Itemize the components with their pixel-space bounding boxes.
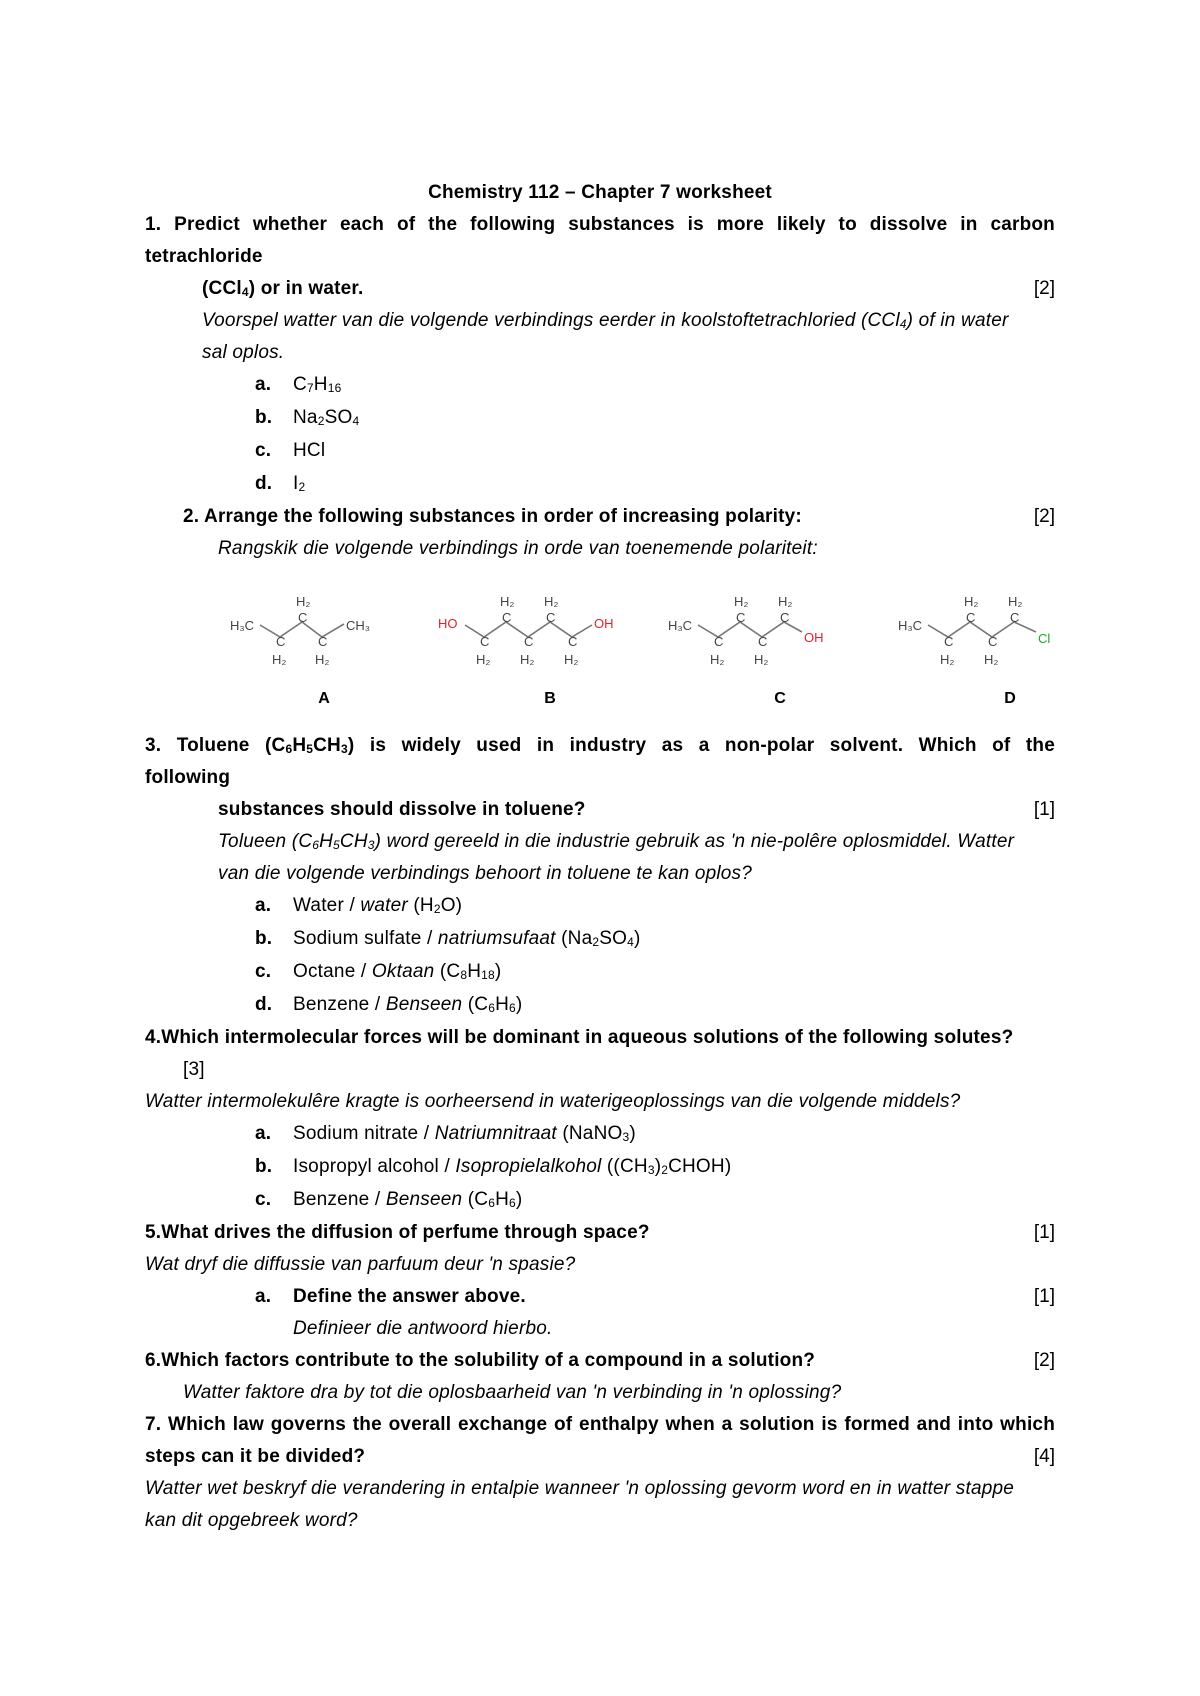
q7-line2: steps can it be divided? xyxy=(145,1446,366,1467)
atom-h2: H₂ xyxy=(984,652,999,667)
q1-afrikaans-line1: Voorspel watter van die volgende verbindings eerder in koolstoftetrachloried (CCl$_4$) of in water xyxy=(202,310,1009,331)
q1-option-c: c. HCl xyxy=(255,440,326,461)
q6-text: 6.Which factors contribute to the solubility of a compound in a solution? xyxy=(145,1350,816,1371)
q5-sub-marks: [1] xyxy=(1033,1286,1055,1307)
q6-afrikaans: Watter faktore dra by tot die oplosbaarheid van 'n verbinding in 'n oplossing? xyxy=(183,1382,842,1403)
atom-h2: H₂ xyxy=(564,652,579,667)
molecule-label-d: D xyxy=(1004,690,1016,707)
molecule-structures xyxy=(220,580,1120,695)
q3-line3: substances should dissolve in toluene? xyxy=(218,799,586,820)
q4-marks: [3] xyxy=(183,1059,205,1080)
q3-option-d: d. Benzene / Benseen $(C_6H_6)$ xyxy=(255,994,523,1015)
atom-c: C xyxy=(1010,610,1020,625)
atom-h2: H₂ xyxy=(315,652,330,667)
q2-marks: [2] xyxy=(1033,506,1055,527)
q4-afrikaans: Watter intermolekulêre kragte is oorheersend in waterigeoplossings van die volgende middels? xyxy=(145,1091,961,1112)
atom-cl: Cl xyxy=(1038,631,1051,646)
q1-option-a: a. $C_7H_{16}$ xyxy=(255,374,342,395)
atom-h2: H₂ xyxy=(754,652,769,667)
atom-h3c: H₃C xyxy=(668,618,693,633)
q3-line2: following xyxy=(145,767,231,788)
atom-h2: H₂ xyxy=(734,594,749,609)
molecule-label-a: A xyxy=(318,690,330,707)
q5-afrikaans: Wat dryf die diffussie van parfuum deur 'n spasie? xyxy=(145,1254,576,1275)
atom-oh: OH xyxy=(594,616,614,631)
q6-marks: [2] xyxy=(1033,1350,1055,1371)
atom-ho: HO xyxy=(438,616,458,631)
q1-option-b: b. $Na_2SO_4$ xyxy=(255,407,360,428)
q3-option-b: b. Sodium sulfate / natriumsufaat $(Na_2SO_4)$ xyxy=(255,928,641,949)
atom-h2: H₂ xyxy=(710,652,725,667)
atom-c: C xyxy=(758,634,768,649)
atom-h2: H₂ xyxy=(544,594,559,609)
atom-h2: H₂ xyxy=(778,594,793,609)
q3-afrikaans-line2: van die volgende verbindings behoort in toluene te kan oplos? xyxy=(218,863,753,884)
atom-c: C xyxy=(298,610,308,625)
page-title: Chemistry 112 – Chapter 7 worksheet xyxy=(428,182,772,203)
q1-afrikaans-line2: sal oplos. xyxy=(202,342,285,363)
atom-h2: H₂ xyxy=(964,594,979,609)
atom-h2: H₂ xyxy=(296,594,311,609)
q3-option-c: c. Octane / Oktaan $(C_8H_{18})$ xyxy=(255,961,502,982)
q7-afrikaans-line2: kan dit opgebreek word? xyxy=(145,1510,358,1531)
atom-h3c: H₃C xyxy=(898,618,923,633)
q4-option-b: b. Isopropyl alcohol / Isopropielalkohol $((CH_3)_2CHOH)$ xyxy=(255,1156,732,1177)
q3-line1: 3. Toluene $(C_6H_5CH_3)$ is widely used in industry as a non-polar solvent. Which of the xyxy=(145,735,1056,756)
q2-text: 2. Arrange the following substances in order of increasing polarity: xyxy=(183,506,802,527)
molecule-label-c: C xyxy=(774,690,786,707)
atom-h2: H₂ xyxy=(500,594,515,609)
atom-c: C xyxy=(736,610,746,625)
q1-line2: tetrachloride xyxy=(145,246,263,267)
atom-h2: H₂ xyxy=(520,652,535,667)
atom-c: C xyxy=(944,634,954,649)
atom-c: C xyxy=(714,634,724,649)
q2-afrikaans: Rangskik die volgende verbindings in orde van toenemende polariteit: xyxy=(218,538,818,559)
atom-h2: H₂ xyxy=(272,652,287,667)
q1-line1: 1. Predict whether each of the following substances is more likely to dissolve in carbon xyxy=(145,214,1055,235)
atom-c: C xyxy=(524,634,534,649)
q3-option-a: a. Water / water $(H_2O)$ xyxy=(255,895,463,916)
atom-h2: H₂ xyxy=(1008,594,1023,609)
atom-c: C xyxy=(780,610,790,625)
q5-sub-a: a. Define the answer above. xyxy=(255,1286,526,1307)
q1-line3: (CCl$_4$) or in water. xyxy=(202,278,364,299)
molecule-label-b: B xyxy=(544,690,556,707)
atom-oh: OH xyxy=(804,630,824,645)
q3-marks: [1] xyxy=(1033,799,1055,820)
atom-c: C xyxy=(966,610,976,625)
q7-marks: [4] xyxy=(1033,1446,1055,1467)
q4-option-a: a. Sodium nitrate / Natriumnitraat (NaNO$_3$) xyxy=(255,1123,636,1144)
atom-h2: H₂ xyxy=(476,652,491,667)
q7-line1: 7. Which law governs the overall exchange of enthalpy when a solution is formed and into which xyxy=(145,1414,1055,1435)
atom-c: C xyxy=(546,610,556,625)
atom-c: C xyxy=(502,610,512,625)
atom-h3c: H₃C xyxy=(230,618,255,633)
q1-marks: [2] xyxy=(1033,278,1055,299)
atom-c: C xyxy=(988,634,998,649)
atom-c: C xyxy=(276,634,286,649)
q4-text: 4.Which intermolecular forces will be dominant in aqueous solutions of the following solutes? xyxy=(145,1027,1014,1048)
q1-option-d: d. $I_2$ xyxy=(255,473,306,494)
atom-h2: H₂ xyxy=(940,652,955,667)
q4-option-c: c. Benzene / Benseen $(C_6H_6)$ xyxy=(255,1189,523,1210)
q5-sub-afrikaans: Definieer die antwoord hierbo. xyxy=(293,1318,553,1339)
atom-c: C xyxy=(568,634,578,649)
q5-marks: [1] xyxy=(1033,1222,1055,1243)
q7-afrikaans-line1: Watter wet beskryf die verandering in entalpie wanneer 'n oplossing gevorm word en in watter stappe xyxy=(145,1478,1015,1499)
atom-ch3: CH₃ xyxy=(346,618,371,633)
q3-afrikaans-line1: Tolueen $(C_6H_5CH_3)$ word gereeld in die industrie gebruik as 'n nie-polêre oplosmiddel. Watter xyxy=(218,831,1015,852)
q5-text: 5.What drives the diffusion of perfume through space? xyxy=(145,1222,650,1243)
atom-c: C xyxy=(318,634,328,649)
atom-c: C xyxy=(480,634,490,649)
